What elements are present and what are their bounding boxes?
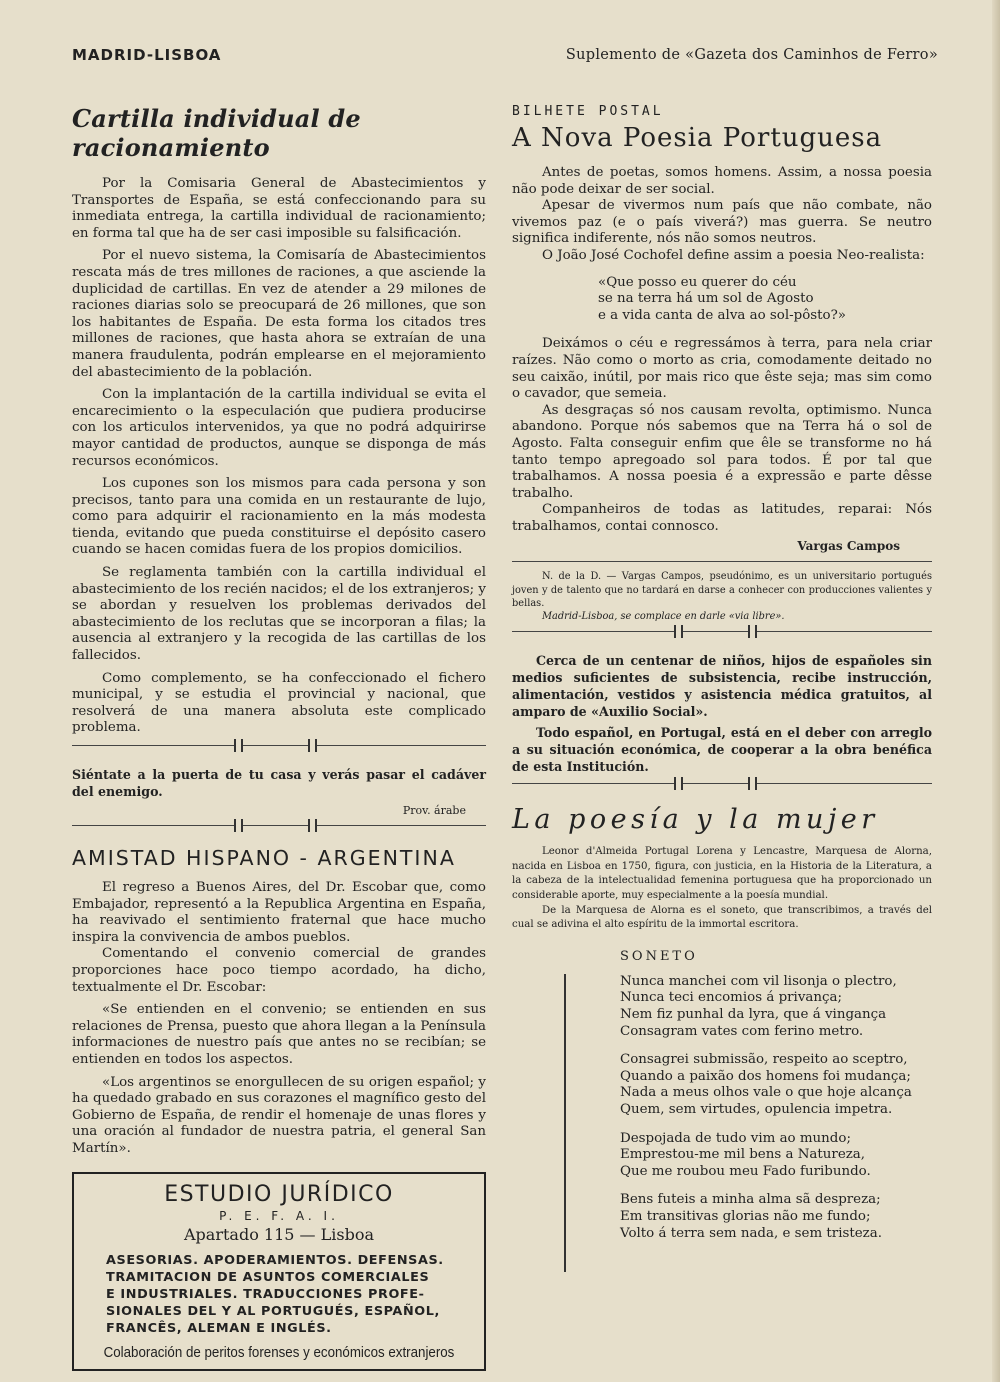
estudio-juridico-ad xyxy=(72,1172,486,1371)
proverb xyxy=(72,766,486,800)
bilhete-paragraph: O João José Cochofel define assim a poesia Neo-realista: xyxy=(542,247,925,263)
ad-subtitle: P. E. F. A. I. xyxy=(219,1208,339,1223)
poem-line: Nem fiz punhal da lyra, que á vingança xyxy=(620,1007,887,1023)
editor-note-line: Madrid-Lisboa, se complace en darle «via libre». xyxy=(542,611,785,623)
proverb-text: Siéntate a la puerta de tu casa y verás pasar el cadáver del enemigo. xyxy=(72,767,486,799)
ad-service-line: ASESORIAS. APODERAMIENTOS. DEFENSAS. xyxy=(106,1252,444,1268)
stanza xyxy=(620,974,932,1040)
cartilla-paragraph: Por la Comisaria General de Abastecimientos y Transportes de España, se está confeccionando para su inmediata entrega, la cartilla individual de racionamiento; en forma tal que ha de ser casi imposible su falsificación. xyxy=(72,176,486,241)
ad-services xyxy=(84,1252,474,1337)
quote-line: e a vida canta de alva ao sol-pôsto?» xyxy=(598,307,846,323)
right-column xyxy=(512,104,932,1254)
ad-service-line: TRAMITACION DE ASUNTOS COMERCIALES xyxy=(106,1269,430,1285)
poesia-article xyxy=(512,804,932,1242)
poem-line: Quando a paixão dos homens foi mudança; xyxy=(620,1068,911,1084)
amistad-article xyxy=(72,846,486,1158)
poem-line: Nunca teci encomios á privança; xyxy=(620,990,842,1006)
amistad-paragraph: El regreso a Buenos Aires, del Dr. Escobar que, como Embajador, representó a la Republica Argentina en España, ha reavivado el sentimiento fraternal que hace mucho inspira la convivencia de ambos pueblos. xyxy=(72,880,486,945)
bilhete-paragraph: Antes de poetas, somos homens. Assim, a nossa poesia não pode deixar de ser social. xyxy=(512,165,932,197)
poem-line: Quem, sem virtudes, opulencia impetra. xyxy=(620,1102,893,1117)
cartilla-paragraph: Con la implantación de la cartilla individual se evita el encarecimiento o la especulación que pudiera producirse con los articulos intervenidos, ya que no podrá adquirirse mayor cantidad de productos, aunque se disponga de más recursos económicos. xyxy=(72,387,486,469)
soneto-title: SONETO xyxy=(620,948,698,964)
soneto xyxy=(512,974,932,1242)
page-edge xyxy=(992,0,1000,1382)
poesia-intro xyxy=(512,845,932,933)
ad-footer: Colaboración de peritos forenses y económicos extranjeros xyxy=(103,1344,455,1361)
proverb-source: Prov. árabe xyxy=(402,804,466,817)
poem-line: Que me roubou meu Fado furibundo. xyxy=(620,1163,871,1179)
bilhete-title: A Nova Poesia Portuguesa xyxy=(512,123,883,153)
section-divider xyxy=(512,783,932,796)
bilhete-kicker: BILHETE POSTAL xyxy=(512,104,664,119)
bilhete-paragraph: As desgraças só nos causam revolta, optimismo. Nunca abandono. Porque nós sabemos que na Terra há o sol de Agosto. Falta conseguir enfim que êle se transforme no há tanto tempo apregoado sol para todos. É por tal que trabalhamos. A nossa poesia é a expressão e parte dêsse trabalho. xyxy=(512,402,932,501)
poesia-title: La poesía y la mujer xyxy=(512,804,879,836)
stanza xyxy=(620,1192,932,1242)
poem-line: Consagram vates com ferino metro. xyxy=(620,1023,864,1039)
quote-line: «Que posso eu querer do céu xyxy=(598,274,797,290)
poesia-paragraph: Leonor d'Almeida Portugal Lorena y Lencastre, Marquesa de Alorna, nacida en Lisboa en 1750, figura, con justicia, en la Historia de la Literatura, a la cabeza de la intelectualidad femenina portuguesa que ha proporcionado un considerable aporte, muy especialmente a la poesía mundial. xyxy=(512,846,932,902)
poem-rule xyxy=(564,974,566,1272)
section-divider xyxy=(72,745,486,758)
auxilio-article xyxy=(512,652,932,775)
poem-line: Nada a meus olhos vale o que hoje alcança xyxy=(620,1085,912,1101)
cartilla-paragraph: Los cupones son los mismos para cada persona y son precisos, tanto para una comida en un restaurante de lujo, como para adquirir el racionamiento en la más modesta tienda, evitando que pueda constituirse el depósito casero cuando se hacen comidas fuera de los propios domicilios. xyxy=(72,476,486,558)
quote-line: se na terra há um sol de Agosto xyxy=(598,291,814,307)
editor-note-line: N. de la D. — Vargas Campos, pseudónimo, es un universitario portugués joven y de talento que no tardará en darse a conhecer con producciones valientes y bellas. xyxy=(512,571,932,609)
bilhete-article xyxy=(512,104,932,623)
ad-service-line: E INDUSTRIALES. TRADUCCIONES PROFE- xyxy=(106,1286,425,1302)
poem-line: Em transitivas glorias não me fundo; xyxy=(620,1208,871,1224)
poem-line: Consagrei submissão, respeito ao sceptro, xyxy=(620,1052,908,1068)
cartilla-article xyxy=(72,104,486,737)
cartilla-paragraph: Por el nuevo sistema, la Comisaría de Abastecimientos rescata más de tres millones de raciones, a que asciende la duplicidad de cartillas. En vez de atender a 29 milones de raciones diarias solo se preocupará de 26 millones, que son los habitantes de España. De esta forma los citados tres millones de raciones, que hasta ahora se extraían de una manera fraudulenta, podrán emplearse en el mejoramiento del abastecimiento de la población. xyxy=(72,248,486,380)
poem-line: Despojada de tudo vim ao mundo; xyxy=(620,1130,851,1146)
left-column xyxy=(72,104,486,1371)
cartilla-paragraph: Se reglamenta también con la cartilla individual el abastecimiento de los recién nacidos; el de los extranjeros; y se abordan y resuelven los problemas derivados del abastecimiento de los reclutas que se incorporan a filas; la ausencia al extranjero y la recogida de las cartillas de los fallecidos. xyxy=(72,565,486,664)
bilhete-paragraph: Deixámos o céu e regressámos à terra, para nela criar raízes. Não como o morto as cria, comodamente deitado no seu caixão, inútil, por mais rico que êste seja; mas sim como o cavador, que semeia. xyxy=(512,336,932,402)
stanza xyxy=(620,1131,932,1181)
cartilla-paragraph: Como complemento, se ha confeccionado el fichero municipal, y se estudia el provincial y nacional, que resolverá de una manera absoluta este complicado problema. xyxy=(72,670,486,736)
amistad-paragraph: Comentando el convenio comercial de grandes proporciones hace poco tiempo acordado, ha dicho, textualmente el Dr. Escobar: xyxy=(72,946,486,995)
auxilio-paragraph: Todo español, en Portugal, está en el deber con arreglo a su situación económica, de cooperar a la obra benéfica de esta Institución. xyxy=(512,725,932,775)
auxilio-paragraph: Cerca de un centenar de niños, hijos de españoles sin medios suficientes de subsistencia, recibe instrucción, alimentación, vestidos y asistencia médica gratuitos, al amparo de «Auxilio Social». xyxy=(512,653,932,720)
masthead-right: Suplemento de «Gazeta dos Caminhos de Ferro» xyxy=(565,47,938,63)
bilhete-paragraph: Apesar de vivermos num país que não combate, não vivemos paz (e o país viverá?) mas guerra. Se neutro significa indiferente, nós não somos neutros. xyxy=(512,198,932,247)
ad-service-line: FRANCÊS, ALEMAN E INGLÉS. xyxy=(106,1320,332,1336)
amistad-title: AMISTAD HISPANO - ARGENTINA xyxy=(72,846,456,870)
ad-address: Apartado 115 — Lisboa xyxy=(184,1224,374,1244)
section-divider xyxy=(72,825,486,838)
bilhete-paragraph: Companheiros de todas as latitudes, reparai: Nós trabalhamos, contai connosco. xyxy=(512,502,932,534)
poem-line: Emprestou-me mil bens a Natureza, xyxy=(620,1147,866,1163)
editor-note xyxy=(512,561,932,623)
poesia-paragraph: De la Marquesa de Alorna es el soneto, que transcribimos, a través del cual se adivina el alto espíritu de la immortal escritora. xyxy=(512,904,932,931)
bilhete-signature: Vargas Campos xyxy=(797,539,900,554)
masthead-left: MADRID-LISBOA xyxy=(72,46,222,64)
poem-line: Nunca manchei com vil lisonja o plectro, xyxy=(620,973,897,989)
stanza xyxy=(620,1052,932,1118)
bilhete-quote xyxy=(512,275,932,325)
poem-line: Bens futeis a minha alma sã despreza; xyxy=(620,1192,881,1208)
section-divider xyxy=(512,631,932,644)
poem-line: Volto á terra sem nada, e sem tristeza. xyxy=(620,1225,882,1241)
ad-service-line: SIONALES DEL Y AL PORTUGUÉS, ESPAÑOL, xyxy=(106,1303,440,1319)
cartilla-title: Cartilla individual de racionamiento xyxy=(72,104,361,162)
ad-title: ESTUDIO JURÍDICO xyxy=(164,1181,394,1207)
amistad-paragraph: «Los argentinos se enorgullecen de su origen español; y ha quedado grabado en sus corazones el magnífico gesto del Gobierno de España, de rendir el homenaje de unas flores y una oración al fundador de nuestra patria, el general San Martín». xyxy=(72,1074,486,1156)
amistad-paragraph: «Se entienden en el convenio; se entienden en sus relaciones de Prensa, puesto que ahora llegan a la Península informaciones de nuestro país que antes no se recibían; se entienden en todos los aspectos. xyxy=(72,1002,486,1067)
